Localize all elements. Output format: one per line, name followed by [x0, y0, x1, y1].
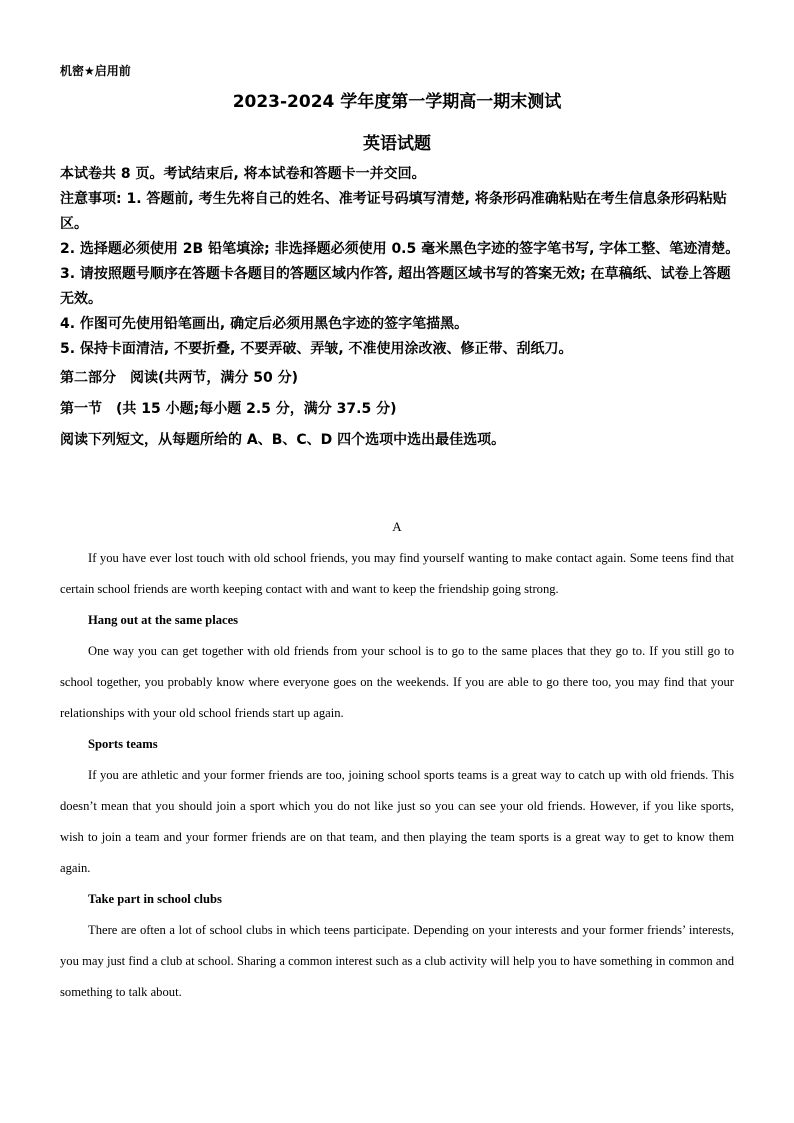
notes-line-5: 4. 作图可先使用铅笔画出, 确定后必须用黑色字迹的签字笔描黑。	[60, 316, 469, 332]
passage-paragraph-2: If you are athletic and your former friends are too, joining school sports teams is a great way to catch up with old friends. This doesn’t mean that you should join a sport which you do not like just so you can see your old friends. However, if you like sports, wish to join a team and your former friends are on that team, and then playing the team sports is a great way to get to know them again.	[60, 768, 734, 875]
part-heading: 第二部分 阅读(共两节，满分 50 分)	[60, 370, 299, 386]
exam-title: 2023-2024 学年度第一学期高一期末测试	[232, 92, 562, 112]
passage-label: A	[392, 519, 402, 534]
reading-passage	[60, 543, 734, 1008]
passage-paragraph-1: One way you can get together with old friends from your school is to go to the same places that they go to. If you still go to school together, you probably know where everyone goes on the weekends. If you are able to go there too, you may find that your relationships with your old school friends start up again.	[60, 644, 734, 720]
passage-heading-3: Take part in school clubs	[88, 892, 222, 906]
passage-intro: If you have ever lost touch with old school friends, you may find yourself wanting to make contact again. Some teens find that certain school friends are worth keeping contact with and want to keep the friendship going strong.	[60, 551, 734, 596]
notes-line-6: 5. 保持卡面清洁, 不要折叠, 不要弄破、弄皱, 不准使用涂改液、修正带、刮纸刀。	[60, 341, 573, 357]
exam-subtitle: 英语试题	[363, 134, 431, 154]
passage-heading-2: Sports teams	[88, 737, 158, 751]
notes-line-2: 注意事项: 1. 答题前, 考生先将自己的姓名、准考证号码填写清楚, 将条形码准确粘贴在考生信息条形码粘贴区。	[60, 191, 727, 232]
passage-paragraph-3: There are often a lot of school clubs in which teens participate. Depending on your interests and your former friends’ interests, you may just find a club at school. Sharing a common interest such as a club activity will help you to have something in common and something to talk about.	[60, 923, 734, 999]
confidential-label: 机密★启用前	[60, 64, 131, 78]
notes-line-1: 本试卷共 8 页。考试结束后, 将本试卷和答题卡一并交回。	[60, 166, 426, 182]
exam-notes	[60, 162, 744, 453]
reading-instruction: 阅读下列短文，从每题所给的 A、B、C、D 四个选项中选出最佳选项。	[60, 432, 506, 448]
passage-heading-1: Hang out at the same places	[88, 613, 239, 627]
notes-line-4: 3. 请按照题号顺序在答题卡各题目的答题区域内作答, 超出答题区域书写的答案无效; 在草稿纸、试卷上答题无效。	[60, 266, 731, 307]
section-heading: 第一节 (共 15 小题;每小题 2.5 分，满分 37.5 分)	[60, 401, 397, 417]
notes-line-3: 2. 选择题必须使用 2B 铅笔填涂; 非选择题必须使用 0.5 毫米黑色字迹的签字笔书写, 字体工整、笔迹清楚。	[60, 241, 740, 257]
